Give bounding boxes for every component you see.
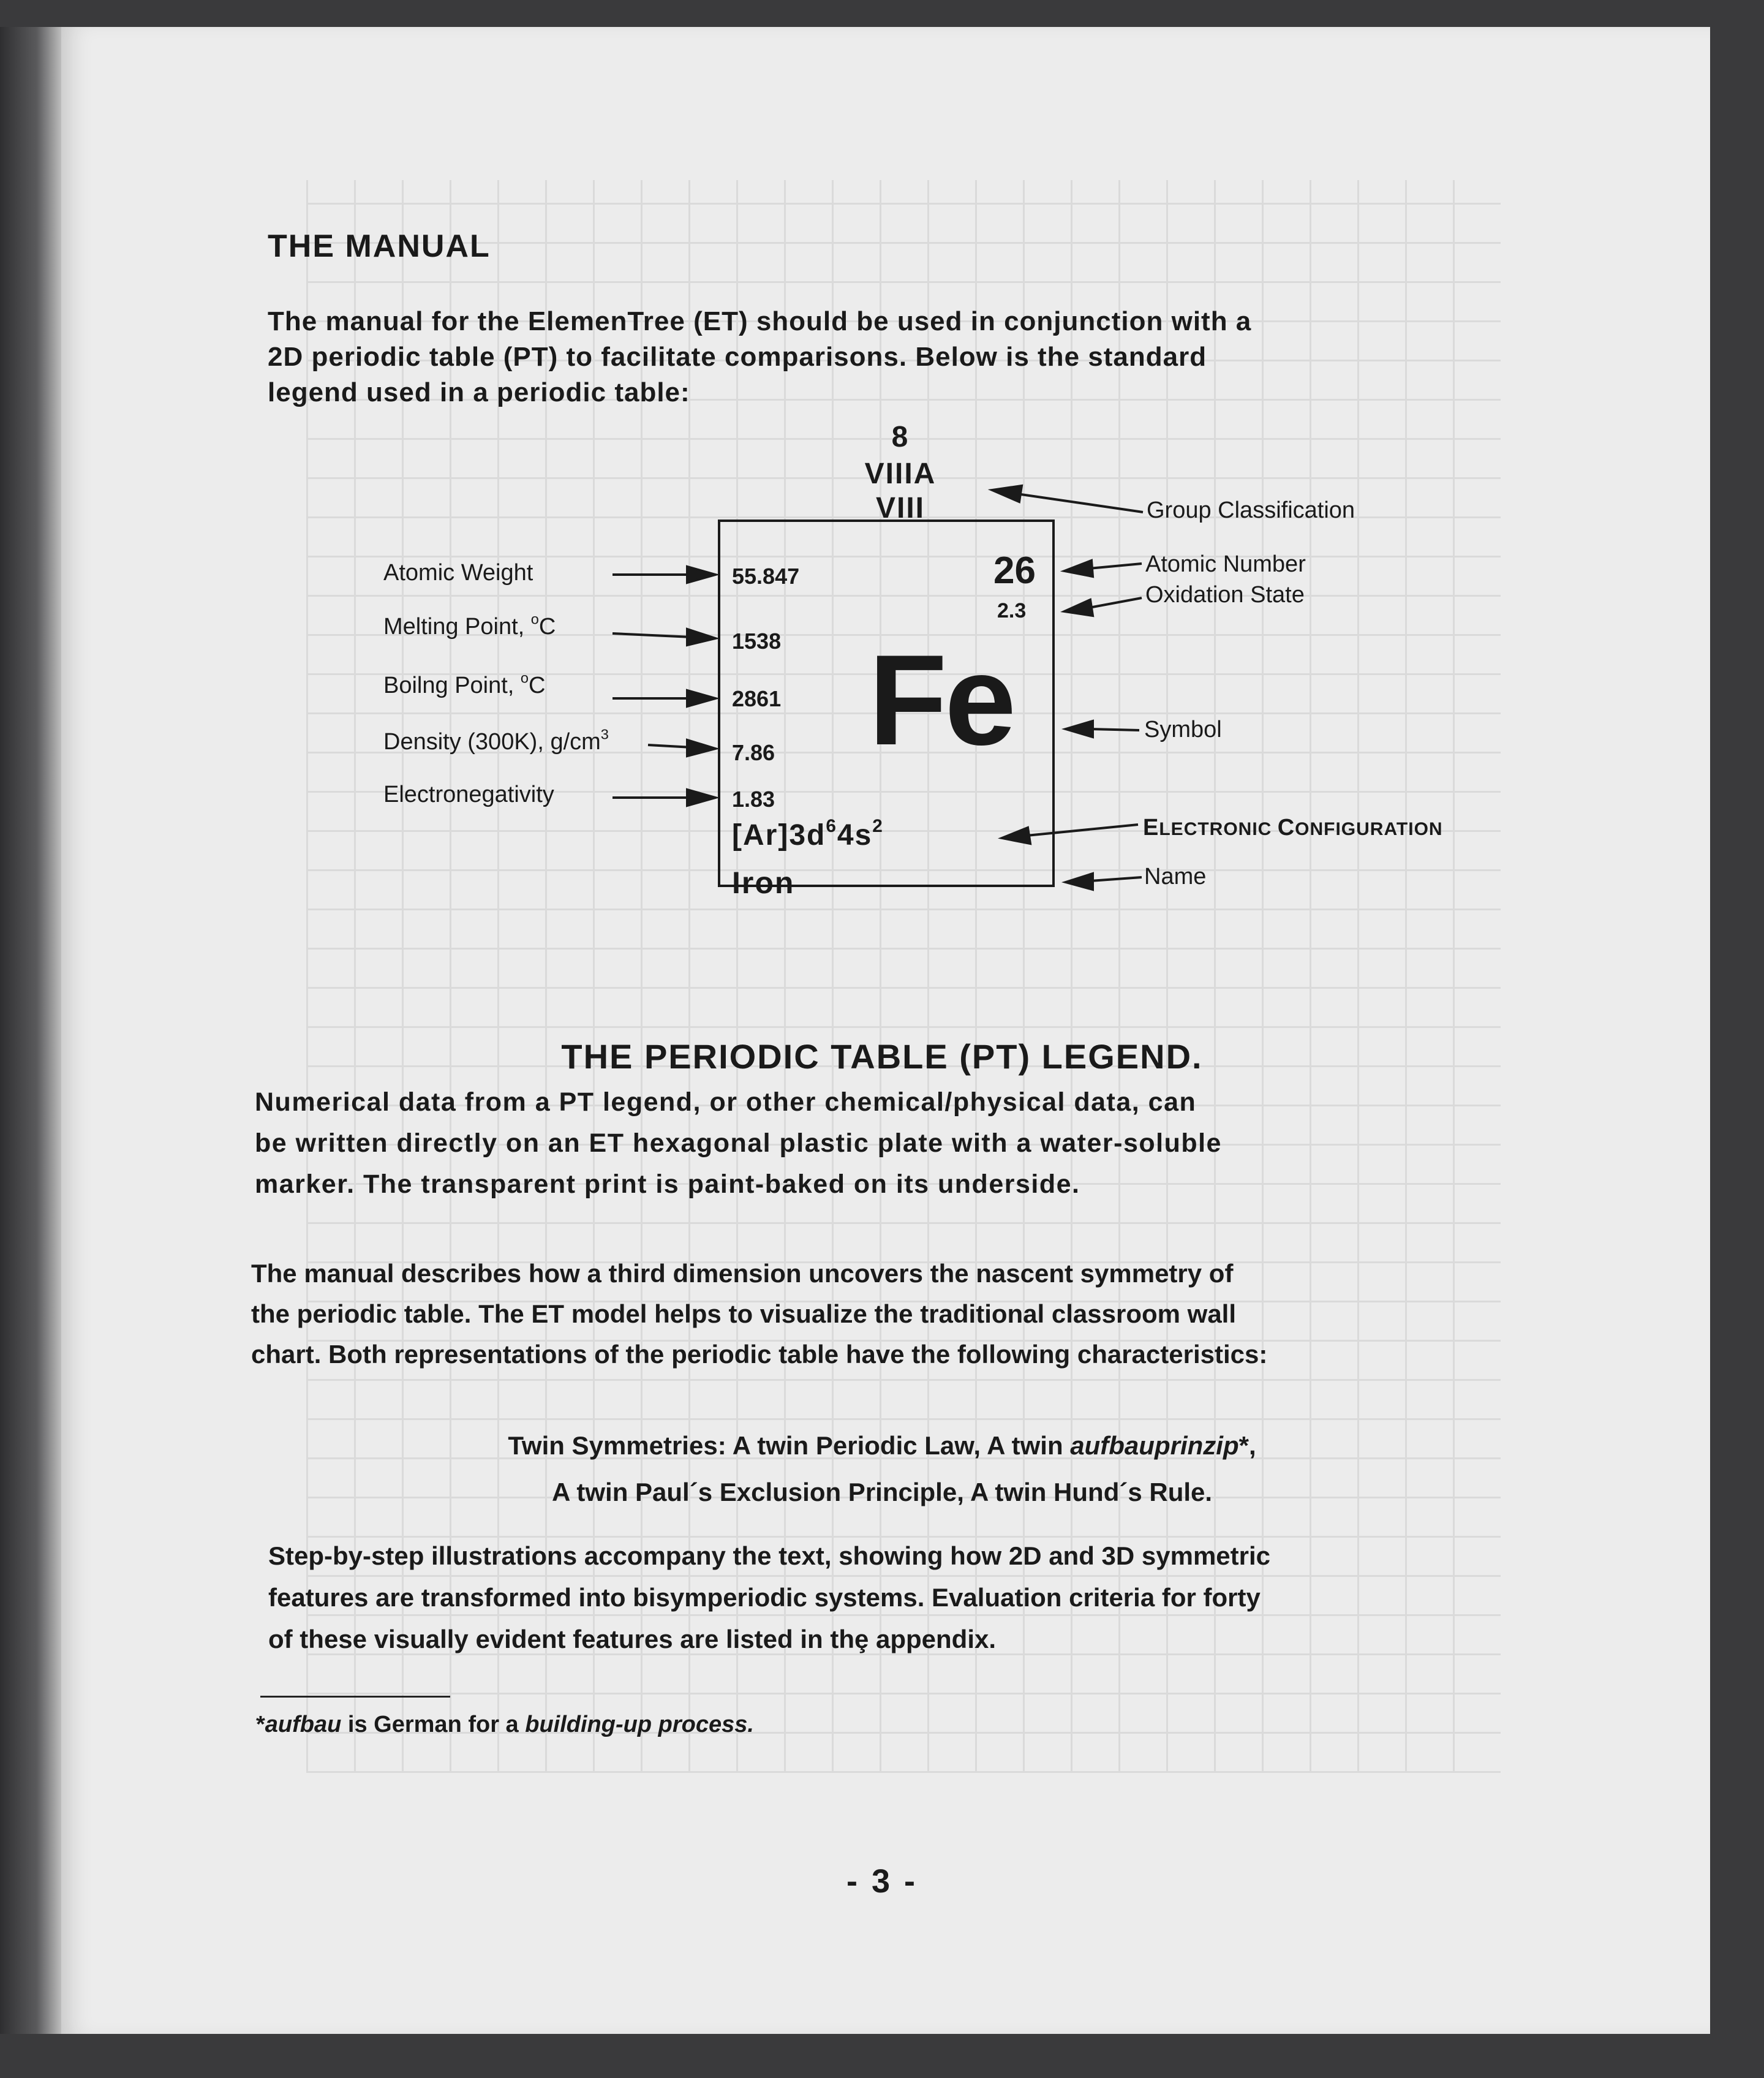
arrowhead-atomic-weight [687, 567, 715, 583]
arrow-symbol [1090, 729, 1139, 730]
value-melting-point: 1538 [732, 629, 782, 654]
intro-line-1: The manual for the ElemenTree (ET) should be used in conjunction with a [268, 306, 1252, 336]
twin-symmetries-line-2: A twin Paul´s Exclusion Principle, A twin Hund´s Rule. [551, 1478, 1213, 1506]
group-a: VIIIA [864, 458, 937, 490]
page-number: - 3 - [846, 1863, 918, 1900]
label-symbol: Symbol [1144, 717, 1222, 742]
manual-line-2: the periodic table. The ET model helps to visualize the traditional classroom wall [251, 1299, 1237, 1328]
twin-symmetries-line-1: Twin Symmetries: A twin Periodic Law, A twin aufbauprinzip*, [508, 1431, 1256, 1460]
value-oxidation-state: 2.3 [997, 599, 1027, 622]
value-atomic-number: 26 [993, 550, 1036, 592]
label-electronic-configuration: ELECTRONIC CONFIGURATION [1143, 815, 1443, 841]
arrow-density [648, 745, 692, 747]
manual-line-1: The manual describes how a third dimension uncovers the nascent symmetry of [251, 1259, 1234, 1288]
value-electronegativity: 1.83 [732, 787, 775, 812]
arrowhead-atomic-number [1065, 561, 1093, 576]
steps-line-1: Step-by-step illustrations accompany the text, showing how 2D and 3D symmetric [268, 1541, 1271, 1570]
arrowhead-symbol [1066, 721, 1093, 737]
label-electronegativity: Electronegativity [383, 782, 554, 807]
value-atomic-weight: 55.847 [732, 564, 800, 589]
intro-line-3: legend used in a periodic table: [268, 377, 690, 407]
arrowhead-electronegativity [687, 790, 715, 806]
arrow-name [1090, 877, 1142, 881]
footnote-rule [260, 1696, 450, 1698]
arrowhead-group-classification [992, 486, 1022, 502]
value-element-name: Iron [732, 866, 795, 900]
intro-line-2: 2D periodic table (PT) to facilitate comparisons. Below is the standard [268, 342, 1207, 372]
value-density: 7.86 [732, 740, 775, 765]
arrow-group-classification [1017, 494, 1143, 512]
group-number: 8 [891, 421, 910, 453]
manual-paragraph [251, 1253, 1537, 1375]
label-boiling-point: Boilng Point, $^o$C [383, 670, 546, 698]
arrowhead-name [1066, 874, 1093, 890]
arrowhead-oxidation-state [1065, 600, 1093, 616]
value-boiling-point: 2861 [732, 686, 782, 711]
manual-line-3: chart. Both representations of the periodic table have the following characteristics: [251, 1340, 1268, 1369]
footnote: *aufbau is German for a building-up process. [256, 1712, 754, 1737]
pt-legend-line-2: be written directly on an ET hexagonal plastic plate with a water-soluble [255, 1128, 1222, 1158]
arrow-electronic-configuration [1027, 825, 1138, 836]
value-electronic-configuration: $[Ar]3d^64s^2$ [732, 816, 884, 852]
arrow-oxidation-state [1089, 598, 1142, 608]
arrowhead-electronic-configuration [1002, 828, 1030, 844]
arrow-atomic-number [1089, 564, 1142, 569]
pt-legend-line-3: marker. The transparent print is paint-baked on its underside. [255, 1169, 1080, 1199]
label-oxidation-state: Oxidation State [1145, 582, 1305, 608]
arrowhead-melting-point [687, 629, 715, 645]
pt-legend-line-1: Numerical data from a PT legend, or other chemical/physical data, can [255, 1087, 1197, 1117]
heading-manual: THE MANUAL [268, 229, 491, 264]
arrow-melting-point [612, 633, 692, 637]
label-melting-point: Melting Point, $^o$C [383, 611, 556, 640]
label-atomic-weight: Atomic Weight [383, 560, 533, 586]
label-group-classification: Group Classification [1147, 497, 1355, 523]
twin-symmetries [0, 1422, 1764, 1516]
steps-paragraph [268, 1535, 1555, 1660]
group-b: VIII [875, 492, 925, 524]
pt-legend-paragraph [255, 1082, 1541, 1205]
label-density: Density (300K), $g/cm^3$ [383, 726, 609, 755]
heading-pt-legend: THE PERIODIC TABLE (PT) LEGEND. [561, 1037, 1203, 1076]
label-atomic-number: Atomic Number [1145, 551, 1306, 577]
steps-line-2: features are transformed into bisymperiodic systems. Evaluation criteria for forty [268, 1583, 1261, 1612]
arrowhead-density [687, 740, 715, 756]
element-symbol: Fe [869, 628, 1014, 772]
steps-line-3: of these visually evident features are listed in thȩ appendix. [268, 1625, 997, 1653]
label-name: Name [1144, 864, 1207, 890]
arrowhead-boiling-point [687, 690, 715, 706]
